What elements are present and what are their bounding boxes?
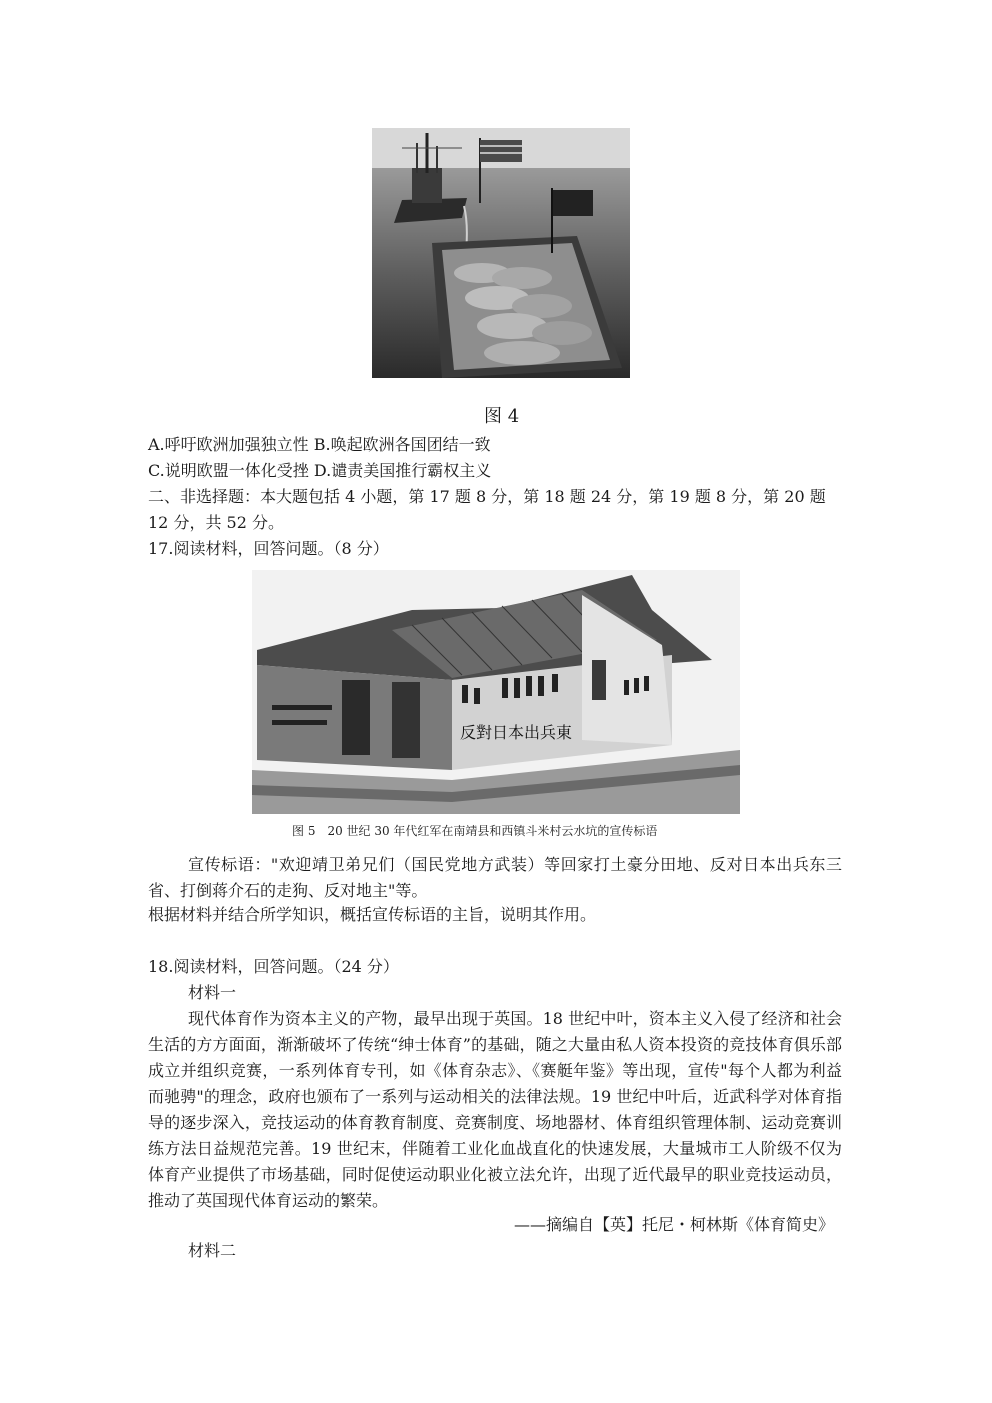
section2-heading-line1: 二、非选择题：本大题包括 4 小题，第 17 题 8 分，第 18 题 24 分，第 19 题 8 分，第 20 题 (148, 487, 826, 506)
figure-4-label: 图 4 (484, 406, 520, 427)
q16-options-line2: C.说明欧盟一体化受挫 D.谴责美国推行霸权主义 (148, 461, 492, 480)
q18-material1-text: 现代体育作为资本主义的产物，最早出现于英国。18 世纪中叶，资本主义入侵了经济和社会生活的方方面面，渐渐破坏了传统“绅士体育”的基础，随之大量由私人资本投资的竞技体育俱乐部成立并组织竞赛，一系列体育专刊，如《体育杂志》、《赛艇年鉴》等出现，宣传"每个人都为利益而驰骋"的理念，政府也颁布了一系列与运动相关的法律法规。19 世纪中叶后，近武科学对体育指导的逐步深入，竞技运动的体育教育制度、竞赛制度、场地器材、体育组织管理体制、运动竞赛训练方法日益规范完善。19 世纪末，伴随着工业化血战直化的快速发展，大量城市工人阶级不仅为体育产业提供了市场基础，同时促使运动职业化被立法允许，出现了近代最早的职业竞技运动员，推动了英国现代体育运动的繁荣。 (148, 1009, 842, 1210)
q18-source: ——摘编自【英】托尼・柯林斯《体育简史》 (513, 1215, 834, 1234)
q17-slogan-text: 宣传标语："欢迎靖卫弟兄们（国民党地方武装）等回家打土豪分田地、反对日本出兵东三省、打倒蒋介石的走狗、反对地主"等。 (148, 855, 842, 900)
q17-question: 根据材料并结合所学知识，概括宣传标语的主旨，说明其作用。 (148, 905, 597, 924)
ship-boat-photo-image (372, 128, 630, 378)
house-photo-image (252, 570, 740, 814)
figure-5-photo (252, 570, 740, 814)
q18-material2-label: 材料二 (188, 1241, 237, 1260)
q18-title: 18.阅读材料，回答问题。（24 分） (148, 957, 399, 976)
figure-4-photo (372, 128, 630, 378)
q16-options-line1: A.呼吁欧洲加强独立性 B.唤起欧洲各国团结一致 (148, 435, 491, 454)
section2-heading-line2: 12 分，共 52 分。 (148, 513, 284, 532)
q17-title: 17.阅读材料，回答问题。（8 分） (148, 539, 389, 558)
q18-material1-label: 材料一 (188, 983, 237, 1002)
figure-5-caption: 图 5 20 世纪 30 年代红军在南靖县和西镇斗米村云水坑的宣传标语 (292, 824, 658, 838)
wall-slogan-text: 反對日本出兵東 (460, 723, 573, 742)
